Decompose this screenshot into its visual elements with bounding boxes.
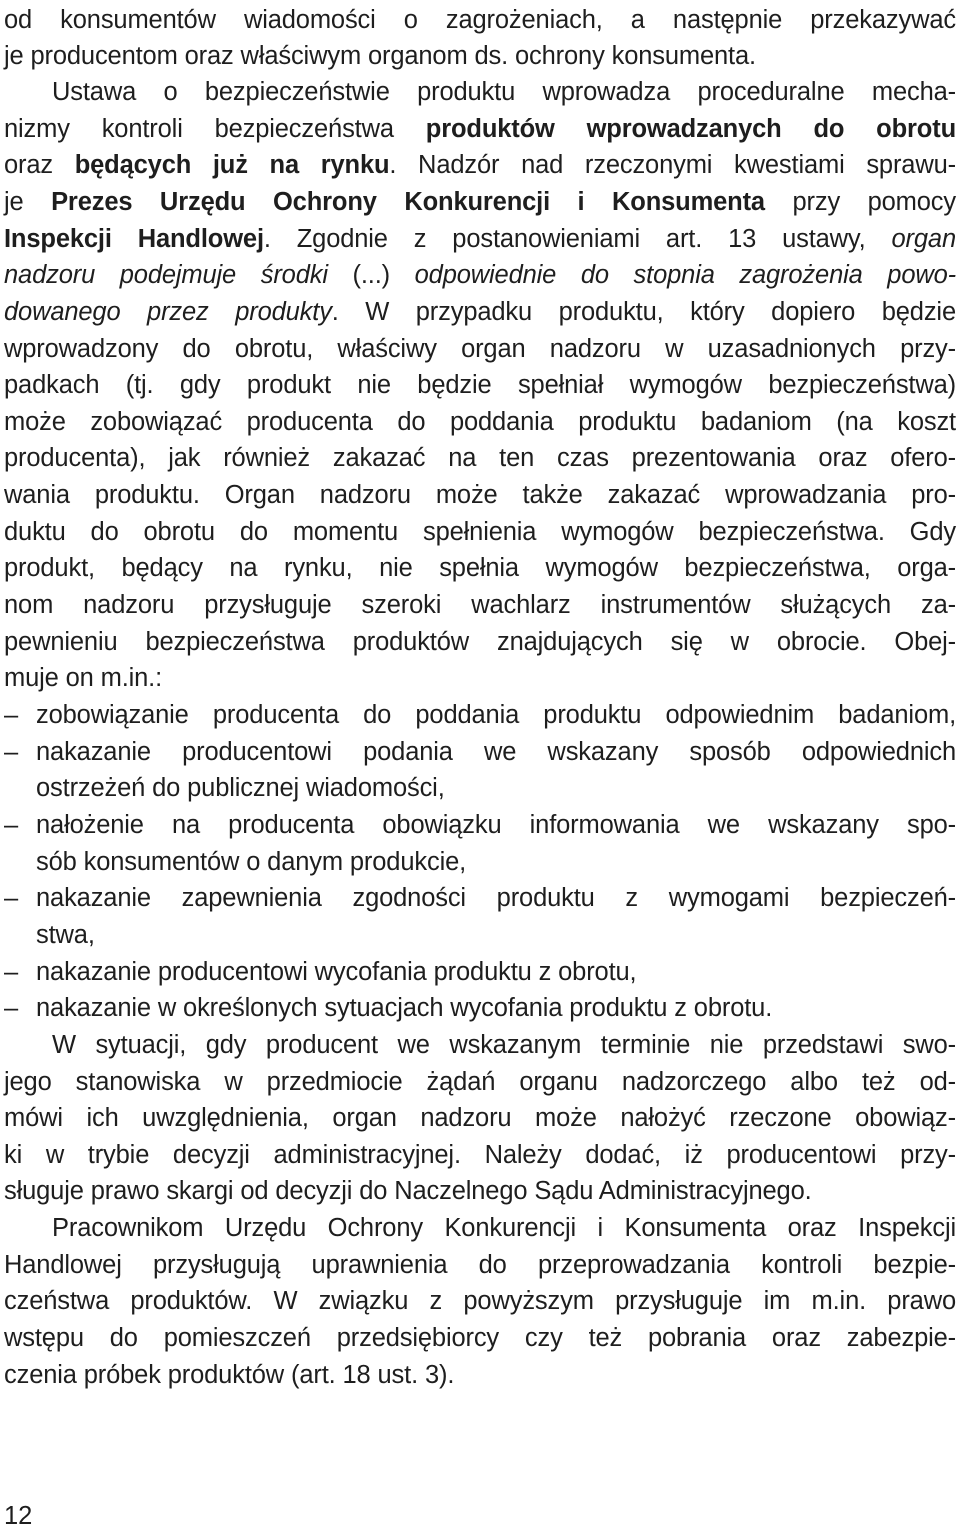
list-dash: – <box>4 701 19 729</box>
text-line: duktu do obrotu do momentu spełnienia wymogów bezpieczeństwa. Gdy <box>4 518 956 546</box>
list-item-continuation: stwa, <box>36 921 95 949</box>
text-line: nizmy kontroli bezpieczeństwa produktów wprowadzanych do obrotu <box>4 115 956 143</box>
text-line: czeństwa produktów. W związku z powyższym przysługuje im m.in. prawo <box>4 1287 956 1315</box>
text-line: sługuje prawo skargi od decyzji do Naczelnego Sądu Administracyjnego. <box>4 1177 812 1205</box>
list-dash: – <box>4 958 19 986</box>
text-line: Handlowej przysługują uprawnienia do przeprowadzania kontroli bezpie- <box>4 1251 956 1279</box>
list-item-continuation: sób konsumentów o danym produkcie, <box>36 848 467 876</box>
list-dash: – <box>4 811 19 839</box>
text-line: oraz będących już na rynku. Nadzór nad rzeczonymi kwestiami sprawu- <box>4 151 956 179</box>
list-item: nakazanie producentowi wycofania produktu z obrotu, <box>36 958 637 986</box>
list-dash: – <box>4 738 19 766</box>
text-line: producenta), jak również zakazać na ten czas prezentowania oraz ofero- <box>4 444 956 472</box>
text-line: wprowadzony do obrotu, właściwy organ nadzoru w uzasadnionych przy- <box>4 335 956 363</box>
text-line: padkach (tj. gdy produkt nie będzie spełniał wymogów bezpieczeństwa) <box>4 371 956 399</box>
text-line: nadzoru podejmuje środki (...) odpowiednie do stopnia zagrożenia powo- <box>4 261 956 289</box>
list-item: nałożenie na producenta obowiązku informowania we wskazany spo- <box>36 811 956 839</box>
text-line: może zobowiązać producenta do poddania produktu badaniom (na koszt <box>4 408 956 436</box>
text-line: W sytuacji, gdy producent we wskazanym terminie nie przedstawi swo- <box>52 1031 956 1059</box>
text-line: dowanego przez produkty. W przypadku produktu, który dopiero będzie <box>4 298 956 326</box>
list-item: nakazanie producentowi podania we wskazany sposób odpowiednich <box>36 738 956 766</box>
text-line: od konsumentów wiadomości o zagrożeniach, a następnie przekazywać <box>4 6 956 34</box>
text-line: pewnieniu bezpieczeństwa produktów znajdujących się w obrocie. Obej- <box>4 628 956 656</box>
list-dash: – <box>4 994 19 1022</box>
text-line: muje on m.in.: <box>4 664 163 692</box>
list-dash: – <box>4 884 19 912</box>
text-line: je Prezes Urzędu Ochrony Konkurencji i Konsumenta przy pomocy <box>4 188 956 216</box>
list-item: zobowiązanie producenta do poddania produktu odpowiednim badaniom, <box>36 701 956 729</box>
text-line: produkt, będący na rynku, nie spełnia wymogów bezpieczeństwa, orga- <box>4 554 956 582</box>
text-line: jego stanowiska w przedmiocie żądań organu nadzorczego albo też od- <box>4 1068 956 1096</box>
text-line: wstępu do pomieszczeń przedsiębiorcy czy też pobrania oraz zabezpie- <box>4 1324 956 1352</box>
text-line: je producentom oraz właściwym organom ds. ochrony konsumenta. <box>4 42 756 70</box>
list-item: nakazanie zapewnienia zgodności produktu z wymogami bezpieczeń- <box>36 884 956 912</box>
list-item: nakazanie w określonych sytuacjach wycofania produktu z obrotu. <box>36 994 773 1022</box>
text-line: mówi ich uwzględnienia, organ nadzoru może nałożyć rzeczone obowiąz- <box>4 1104 956 1132</box>
text-line: nom nadzoru przysługuje szeroki wachlarz instrumentów służących za- <box>4 591 956 619</box>
text-line: Ustawa o bezpieczeństwie produktu wprowadza proceduralne mecha- <box>52 78 956 106</box>
list-item-continuation: ostrzeżeń do publicznej wiadomości, <box>36 774 445 802</box>
text-line: Inspekcji Handlowej. Zgodnie z postanowieniami art. 13 ustawy, organ <box>4 225 956 253</box>
text-line: Pracownikom Urzędu Ochrony Konkurencji i Konsumenta oraz Inspekcji <box>52 1214 956 1242</box>
text-line: ki w trybie decyzji administracyjnej. Należy dodać, iż producentowi przy- <box>4 1141 956 1169</box>
text-line: wania produktu. Organ nadzoru może także zakazać wprowadzania pro- <box>4 481 956 509</box>
text-line: czenia próbek produktów (art. 18 ust. 3). <box>4 1361 455 1389</box>
page-number: 12 <box>4 1502 33 1530</box>
